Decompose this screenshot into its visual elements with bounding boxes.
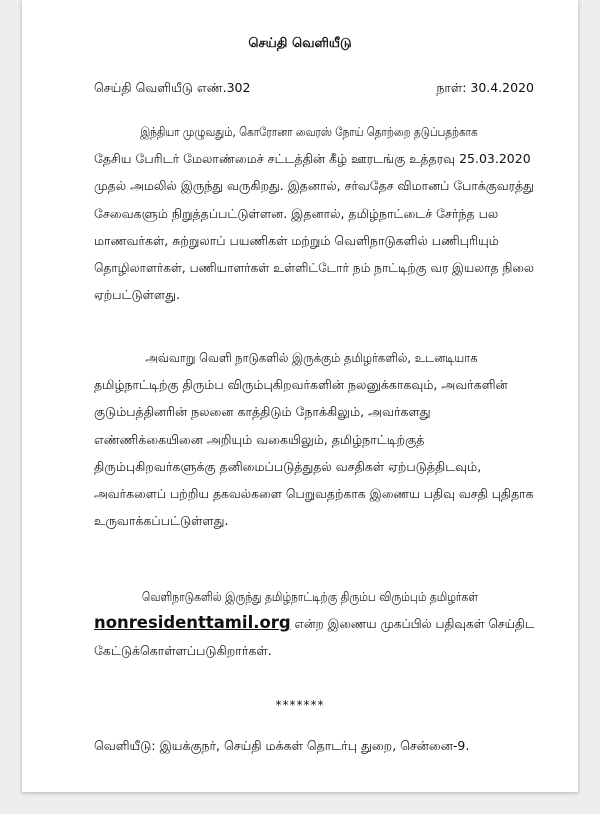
paragraph-2 [94,344,534,534]
paragraph-line: மாணவர்கள், சுற்றுலாப் பயணிகள் மற்றும் வெளிநாடுகளில் பணிபுரியும் [94,232,499,248]
paragraph-1 [94,118,534,308]
paragraph-line: தமிழ்நாட்டிற்கு திரும்ப விரும்புகிறவர்களின் நலனுக்காகவும், அவர்களின் [94,377,508,393]
paragraph-line: ஏற்பட்டுள்ளது. [94,287,181,303]
paragraph-line: அவர்களைப் பற்றிய தகவல்களை பெறுவதற்காக இணைய பதிவு வசதி புதிதாக [94,486,534,502]
release-date: நாள்: 30.4.2020 [436,80,534,95]
paragraph-3 [94,583,534,665]
paragraph-text: என்ற இணைய முகப்பில் பதிவுகள் செய்திட [290,616,535,632]
paragraph-line: அவ்வாறு வெளி நாடுகளில் இருக்கும் தமிழர்களில், உடனடியாக [145,350,478,365]
paragraph-line: தொழிலாளர்கள், பணியாளர்கள் உள்ளிட்டோர் நம் நாட்டிற்கு வர இயலாத நிலை [94,260,534,276]
paragraph-line: வெளிநாடுகளில் இருந்து தமிழ்நாட்டிற்கு திரும்ப விரும்பும் தமிழர்கள் [141,589,478,604]
paragraph-line: முதல் அமலில் இருந்து வருகிறது. இதனால், சர்வதேச விமானப் போக்குவரத்து [94,178,534,194]
released-by: வெளியீடு: இயக்குநர், செய்தி மக்கள் தொடர்பு துறை, சென்னை-9. [94,738,470,753]
paragraph-line: திரும்புகிறவர்களுக்கு தனிமைப்படுத்துதல் வசதிகள் ஏற்படுத்திடவும், [94,458,482,474]
release-number: செய்தி வெளியீடு எண்.302 [94,80,251,95]
paragraph-line: குடும்பத்தினரின் நலனை காத்திடும் நோக்கிலும், அவர்களது [94,404,431,420]
website-link[interactable]: nonresidenttamil.org [94,613,291,634]
paragraph-line [94,610,535,637]
paragraph-line: கேட்டுக்கொள்ளப்படுகிறார்கள். [94,643,272,659]
paragraph-line: தேசிய பேரிடர் மேலாண்மைச் சட்டத்தின் கீழ் ஊரடங்கு உத்தரவு 25.03.2020 [94,151,531,167]
document-page [22,0,578,792]
release-meta [94,80,534,100]
document-title: செய்தி வெளியீடு [248,36,352,51]
paragraph-line: உருவாக்கப்பட்டுள்ளது. [94,513,229,529]
paragraph-line: எண்ணிக்கையினை அறியும் வகையிலும், தமிழ்நாட்டிற்குத் [94,431,425,447]
paragraph-line: சேவைகளும் நிறுத்தப்பட்டுள்ளன. இதனால், தமிழ்நாட்டைச் சேர்ந்த பல [94,205,499,221]
separator-stars: ******* [275,698,325,712]
paragraph-line: இந்தியா முழுவதும், கொரோனா வைரஸ் நோய் தொற்றை தடுப்பதற்காக [140,124,478,139]
